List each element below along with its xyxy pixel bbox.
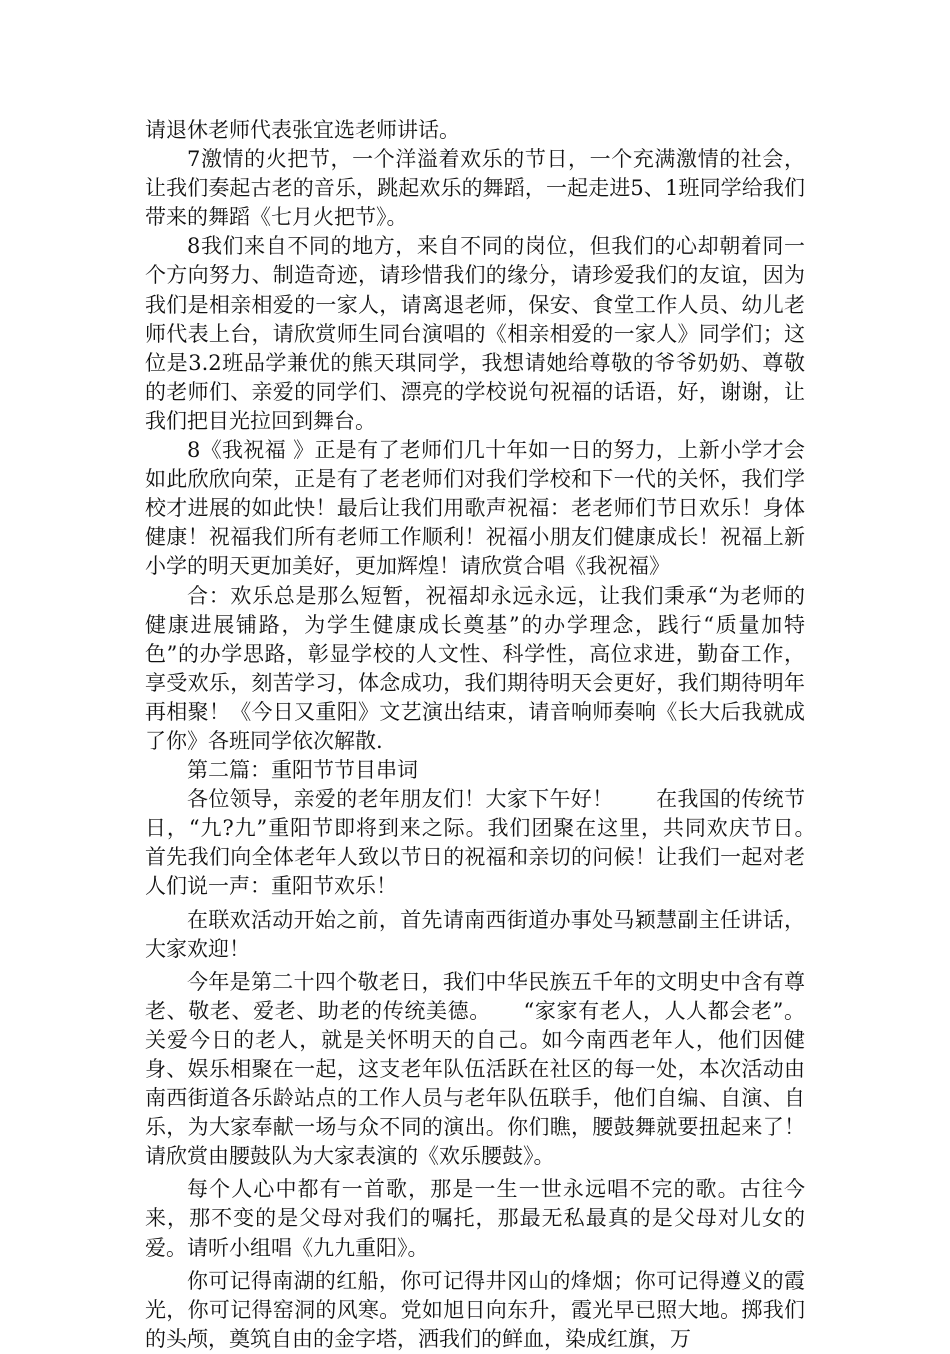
- paragraph-10: 你可记得南湖的红船，你可记得井冈山的烽烟；你可记得遵义的霞光，你可记得窑洞的风寒。党如旭日向东升，霞光早已照大地。掷我们的头颅，奠筑自由的金字塔，洒我们的鲜血，染成红旗，万: [145, 1268, 805, 1351]
- paragraph-8: 今年是第二十四个敬老日，我们中华民族五千年的文明史中含有尊老、敬老、爱老、助老的传统美德。 “家家有老人，人人都会老”。关爱今日的老人，就是关怀明天的自己。如今南西老年人，他们因健身、娱乐相聚在一起，这支老年队伍活跃在社区的每一处，本次活动由南西街道各乐龄站点的工作人员与老年队伍联手，他们自编、自演、自乐，为大家奉献一场与众不同的演出。你们瞧，腰鼓舞就要扭起来了！ 请欣赏由腰鼓队为大家表演的《欢乐腰鼓》。: [145, 969, 847, 1169]
- paragraph-4: 8《我祝福 》正是有了老师们几十年如一日的努力，上新小学才会如此欣欣向荣，正是有了老老师们对我们学校和下一代的关怀，我们学校才进展的如此快！最后让我们用歌声祝福：老老师们节日欢乐！身体健康！祝福我们所有老师工作顺利！祝福小朋友们健康成长！祝福上新小学的明天更加美好，更加辉煌！请欣赏合唱《我祝福》: [145, 438, 805, 579]
- paragraph-9: 每个人心中都有一首歌，那是一生一世永远唱不完的歌。古往今来，那不变的是父母对我们的嘱托，那最无私最真的是父母对儿女的爱。请听小组唱《九九重阳》。: [145, 1177, 805, 1260]
- paragraph-1: 请退休老师代表张宜选老师讲话。: [145, 118, 460, 142]
- document-page: [145, 116, 847, 1354]
- paragraph-2: 7激情的火把节，一个洋溢着欢乐的节日，一个充满激情的社会，让我们奏起古老的音乐，跳起欢乐的舞蹈，一起走进5、1班同学给我们带来的舞蹈《七月火把节》。: [145, 147, 805, 230]
- section-heading: 第二篇：重阳节节目串词: [187, 758, 418, 783]
- paragraph-5: 合：欢乐总是那么短暂，祝福却永远永远，让我们秉承“为老师的健康进展铺路，为学生健康成长奠基”的办学理念，践行“质量加特色”的办学思路，彰显学校的人文性、科学性，高位求进，勤奋工作，享受欢乐，刻苦学习，体念成功，我们期待明天会更好，我们期待明年再相聚！《今日又重阳》文艺演出结束，请音响师奏响《长大后我就成了你》各班同学依次解散.: [145, 583, 805, 753]
- paragraph-6: 各位领导，亲爱的老年朋友们！大家下午好！ 在我国的传统节日，“九?九”重阳节即将到来之际。我们团聚在这里，共同欢庆节日。 首先我们向全体老年人致以节日的祝福和亲切的问候！让我们一起对老人们说一声：重阳节欢乐！: [145, 787, 847, 899]
- paragraph-3: 8我们来自不同的地方，来自不同的岗位，但我们的心却朝着同一个方向努力、制造奇迹，请珍惜我们的缘分，请珍爱我们的友谊，因为我们是相亲相爱的一家人，请离退老师，保安、食堂工作人员、幼儿老师代表上台，请欣赏师生同台演唱的《相亲相爱的一家人》同学们；这位是3.2班品学兼优的熊天琪同学，我想请她给尊敬的爷爷奶奶、尊敬的老师们、亲爱的同学们、漂亮的学校说句祝福的话语，好，谢谢，让我们把目光拉回到舞台。: [145, 234, 805, 433]
- paragraph-7: 在联欢活动开始之前，首先请南西街道办事处马颖慧副主任讲话，大家欢迎！: [145, 907, 805, 961]
